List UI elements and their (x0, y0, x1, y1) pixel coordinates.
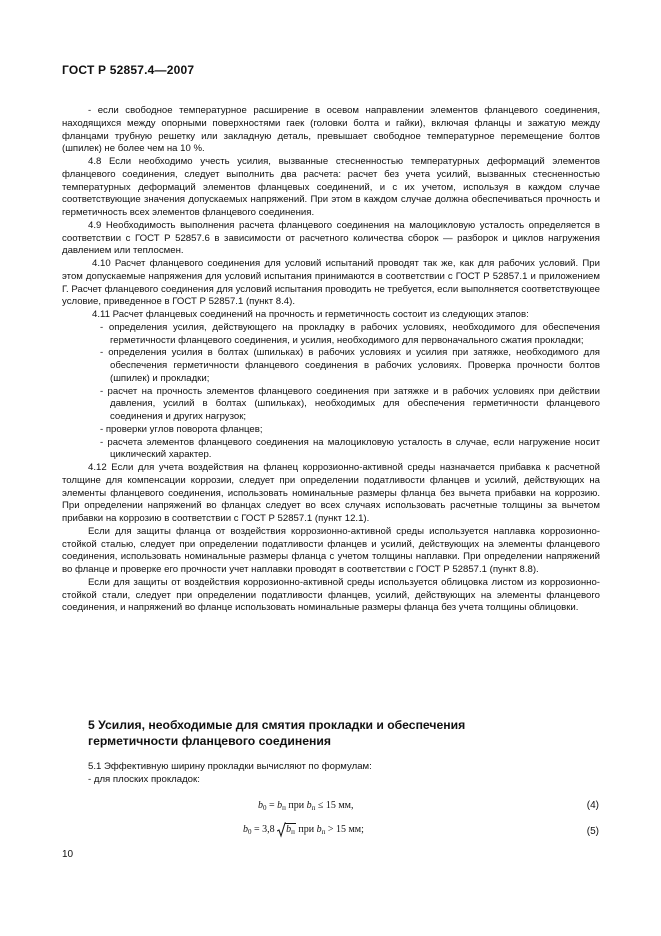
paragraph-4-7-tail: - если свободное температурное расширение в осевом направлении элементов фланцевого соединения, находящихся между опорными поверхностями гаек (головки болта и гайки), включая фланцы и зажатую между фланцами трубную решетку или закладную деталь, превышает свободное температурное перемещение болтов (шпилек) не более чем на 10 %. (62, 105, 600, 155)
list-item: - определения усилия в болтах (шпильках) в рабочих условиях и усилия при затяжке, необходимого для обеспечения герметичности фланцевого соединения в рабочих условиях. Проверка прочности болтов (шпилек) и прокладки; (100, 347, 600, 384)
section-heading-line: 5 Усилия, необходимые для смятия прокладки и обеспечения (88, 718, 466, 732)
header-standard-code: ГОСТ Р 52857.4—2007 (62, 63, 195, 77)
intro-line: 5.1 Эффективную ширину прокладки вычисляют по формулам: (88, 761, 372, 772)
paragraph-4-8: 4.8 Если необходимо учесть усилия, вызванные стесненностью температурных деформаций элементов фланцевого соединения, следует выполнить два расчета: расчет без учета усилий, вызванных стесненностью температурных деформаций элементов фланцевых соединений, и с их учетом, используя в каждом случае соответствующие значения допускаемых напряжений. При этом в каждом случае должна обеспечиваться прочность и герметичность всех элементов фланцевого соединения. (62, 156, 600, 218)
formula-5: $b_0 = 3,8$ $b_п$ при $b_п > 15$ мм; (243, 824, 364, 836)
body-text (62, 105, 600, 615)
formula-number: (4) (586, 800, 599, 811)
list-item: - определения усилия, действующего на прокладку в рабочих условиях, необходимого для обеспечения герметичности фланцевого соединения, и усилия, необходимого для первоначального сжатия прокладки; (100, 321, 600, 346)
formula-number: (5) (586, 826, 599, 837)
section-heading-line: герметичности фланцевого соединения (88, 734, 331, 748)
page-number: 10 (62, 849, 74, 860)
list-item: - проверки углов поворота фланцев; (100, 423, 263, 435)
paragraph-4-11: 4.11 Расчет фланцевых соединений на прочность и герметичность состоит из следующих этапов: (92, 309, 529, 320)
paragraph-4-10: 4.10 Расчет фланцевого соединения для условий испытаний проводят так же, как для рабочих условий. При этом допускаемые напряжения для условий испытания принимаются в соответствии с ГОСТ Р 52857.1 и приложением Г. Расчет фланцевого соединения для условий испытания проводить не требуется, если выполняется соответствующее условие, приведенное в ГОСТ Р 52857.1 (пункт 8.4). (62, 258, 600, 308)
paragraph-cladding: Если для защиты фланца от воздействия коррозионно-активной среды используется наплавка коррозионно-стойкой сталью, следует при определении податливости фланцев и усилий, действующих на элементы фланцевого соединения, использовать номинальные размеры фланца с учетом толщины наплавки. При определении напряжений во фланце и проверке его прочности учет наплавки проводят в соответствии с ГОСТ Р 52857.1 (пункт 8.8). (62, 525, 600, 575)
intro-line: - для плоских прокладок: (88, 773, 200, 785)
paragraph-4-9: 4.9 Необходимость выполнения расчета фланцевого соединения на малоцикловую усталость определяется в соответствии с ГОСТ Р 52857.6 в зависимости от расчетного количества сборок — разборок и циклов нагружения давлением или теплосмен. (62, 219, 600, 257)
section-5-intro (88, 761, 372, 787)
formula-4: $b_0 = b_п$ при $b_п \le 15$ мм, (258, 800, 354, 812)
list-item: - расчета элементов фланцевого соединения на малоцикловую усталость в случае, если нагружение носит циклический характер. (100, 436, 600, 461)
square-root-icon: $b_п$ (277, 824, 296, 836)
paragraph-4-12: 4.12 Если для учета воздействия на фланец коррозионно-активной среды назначается прибавка к расчетной толщине для компенсации коррозии, следует при определении податливости фланцев и усилий, действующих на элементы фланцевого соединения, использовать номинальные размеры фланца без вычета прибавки на коррозию. При определении напряжений во фланцах следует во всех случаях использовать расчетные толщины за вычетом прибавки на коррозию в соответствии с ГОСТ Р 52857.1 (пункт 12.1). (62, 462, 600, 524)
paragraph-lining: Если для защиты от воздействия коррозионно-активной среды используется облицовка листом из коррозионно-стойкой стали, следует при определении податливости фланцев, усилий, действующих на элементы фланцевого соединения, и напряжений во фланце использовать номинальные размеры фланца без учета толщины облицовки. (62, 576, 600, 614)
section-5-heading (88, 717, 568, 749)
list-item: - расчет на прочность элементов фланцевого соединения при затяжке и в рабочих условиях при действии давления, усилий в болтах (шпильках), необходимых для обеспечения герметичности фланцевого соединения и других нагрузок; (100, 385, 600, 422)
